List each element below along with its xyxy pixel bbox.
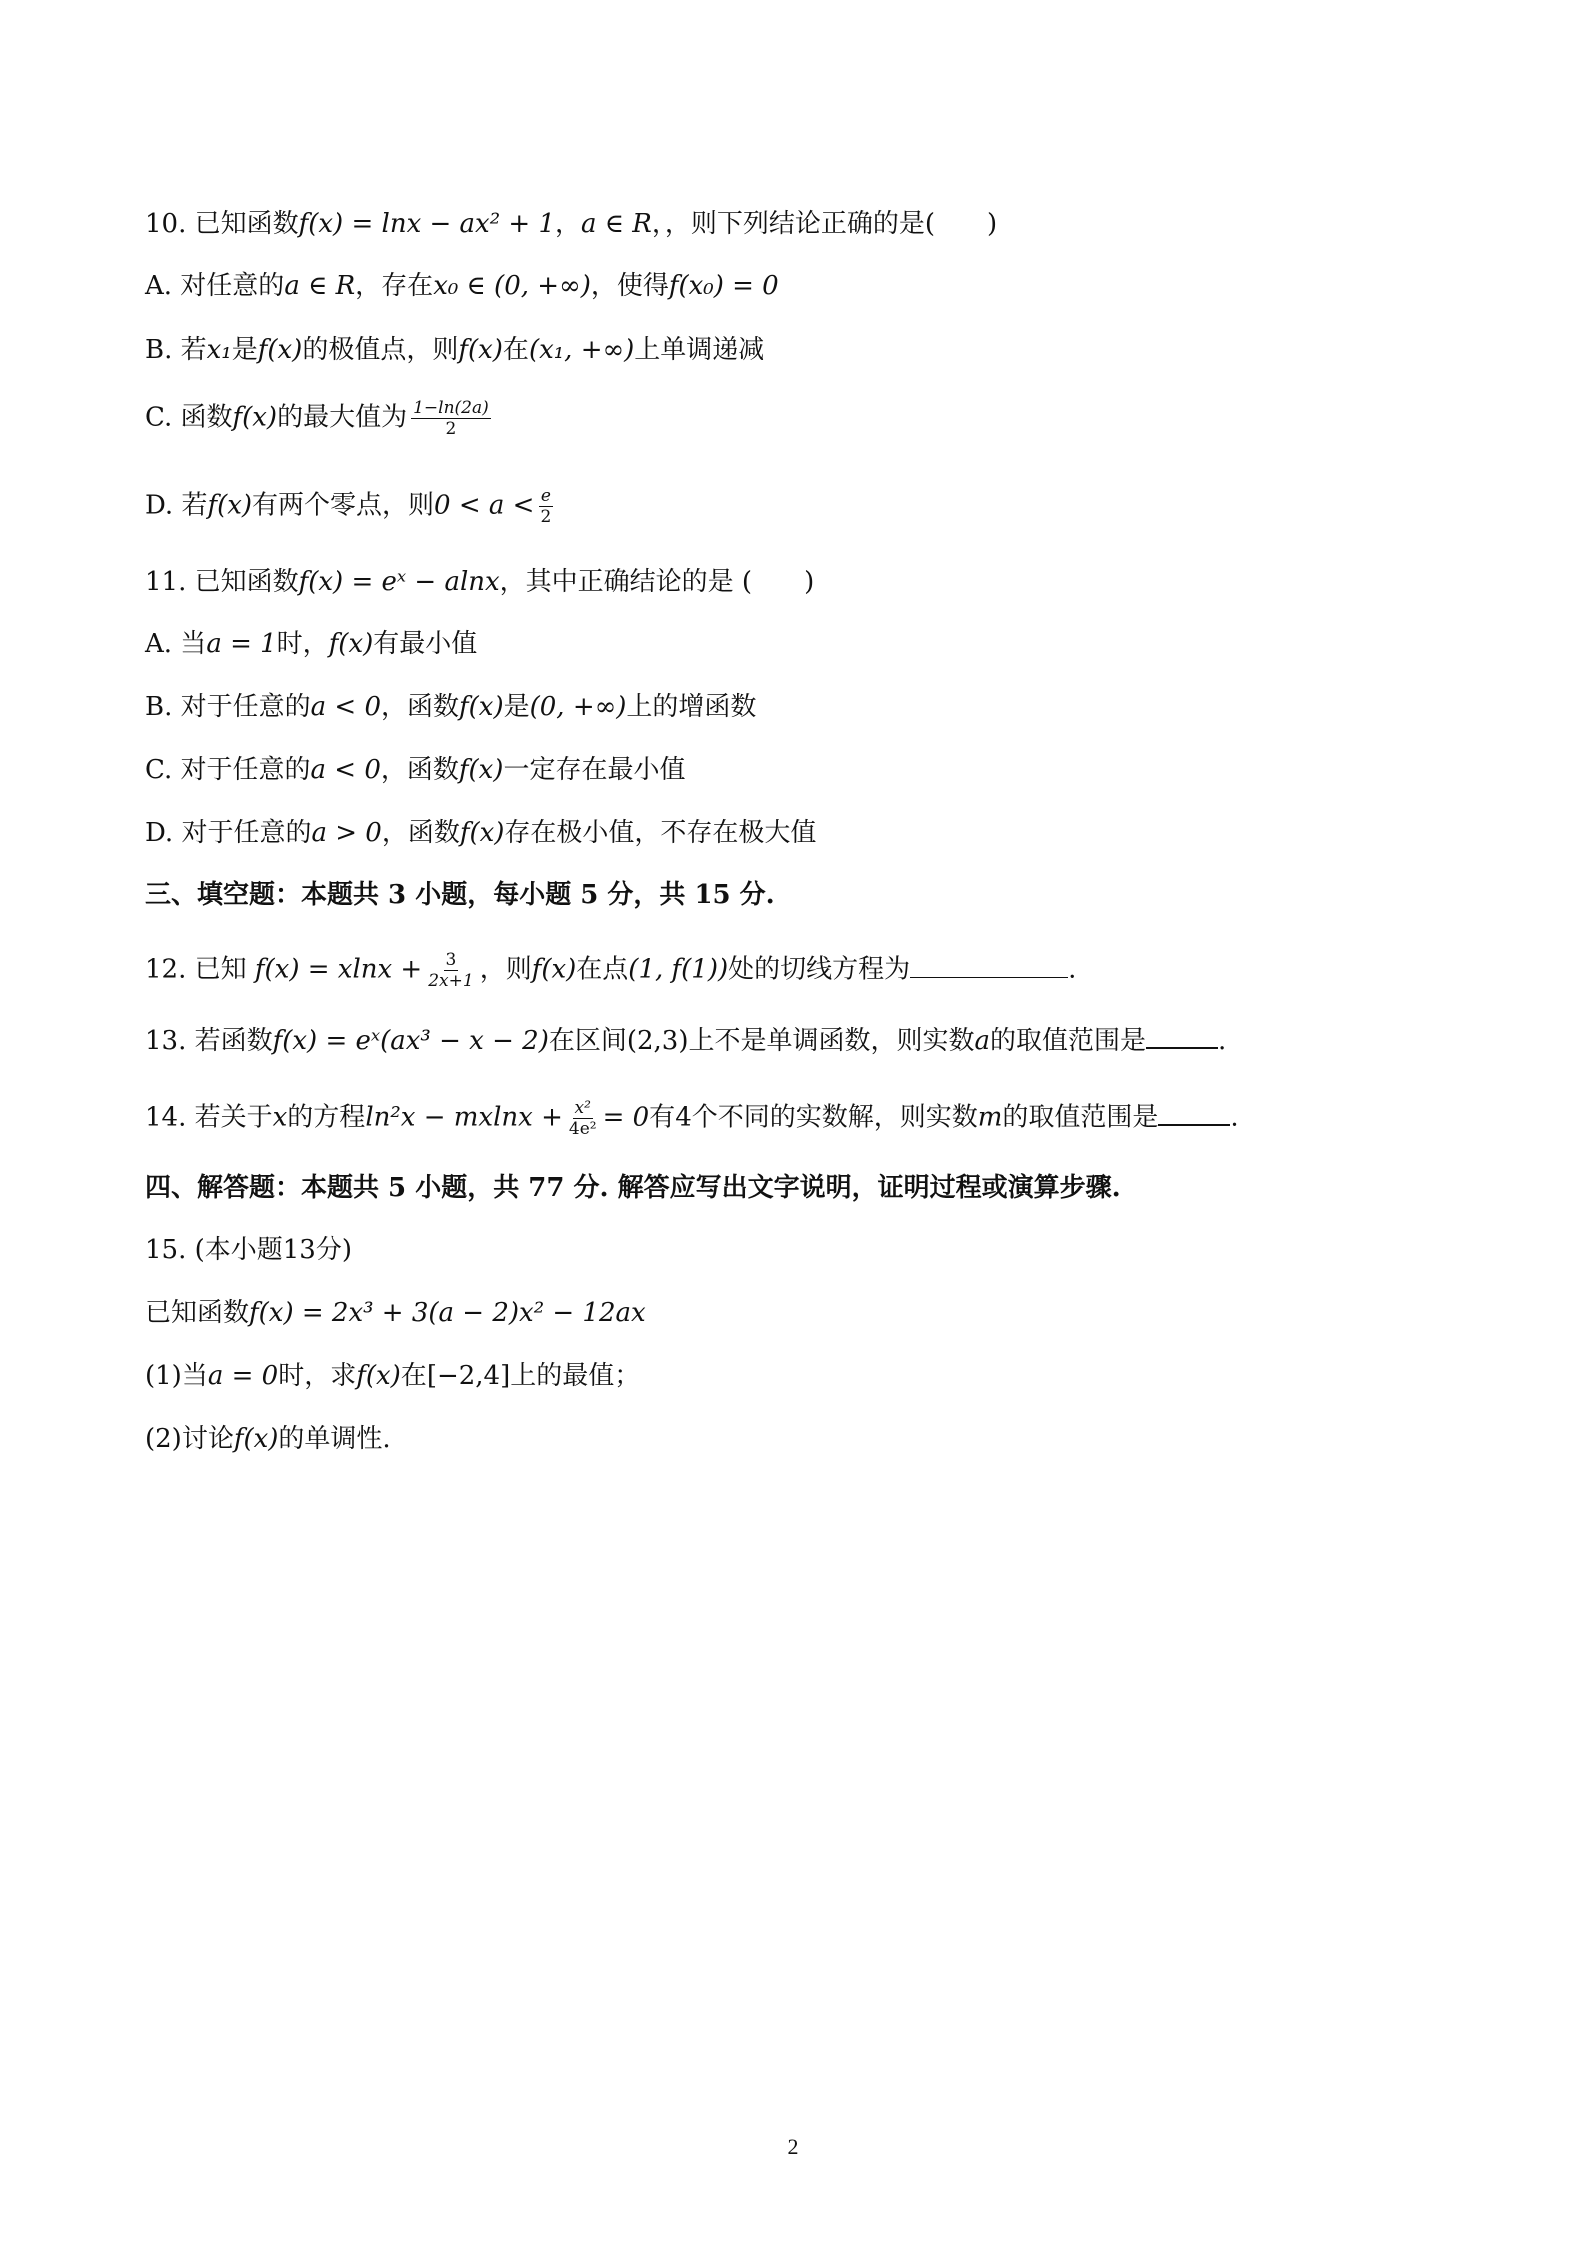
q11-option-d: D. 对于任意的a > 0，函数f(x)存在极小值，不存在极大值: [145, 818, 817, 848]
q15-part-1: (1)当a = 0时，求f(x)在[−2,4]上的最值；: [145, 1361, 641, 1391]
q11-option-b: B. 对于任意的a < 0，函数f(x)是(0, +∞)上的增函数: [145, 692, 757, 722]
q14: 14. 若关于x的方程ln²x − mxlnx + $\frac{\text{x²}}{\text{4e²}}$ = 0有4个不同的实数解，则实数m的取值范围是 .: [145, 1098, 1239, 1139]
q15-stem: 已知函数f(x) = 2x³ + 3(a − 2)x² − 12ax: [145, 1298, 646, 1328]
q12-fraction: $\frac{3}{2x+1}$: [428, 950, 474, 991]
q10-c-fraction: $\frac{1-\ln(2a)}{2}$: [413, 398, 489, 439]
q10-option-a: A. 对任意的a ∈ R，存在x₀ ∈ (0, +∞)，使得f(x₀) = 0: [145, 271, 779, 301]
q13: 13. 若函数f(x) = eˣ(ax³ − x − 2)在区间(2,3)上不是单调函数，则实数a的取值范围是 .: [145, 1023, 1226, 1059]
q10-stem: 10. 已知函数f(x) = lnx − ax² + 1，a ∈ R，，则下列结论正确的是( ): [145, 209, 998, 239]
q12-answer-blank[interactable]: [910, 953, 1068, 978]
q14-answer-blank[interactable]: [1158, 1100, 1230, 1126]
q15-heading: 15. (本小题13分): [145, 1235, 352, 1265]
q12: 12. 已知 f(x) = xlnx + $\frac{3}{2x+1}$ ，则f(x)在点(1, f(1))处的切线方程为 .: [145, 950, 1077, 991]
q14-fraction: $\frac{\text{x²}}{\text{4e²}}$: [568, 1098, 597, 1139]
section-4-heading: 四、解答题：本题共 5 小题，共 77 分. 解答应写出文字说明，证明过程或演算步骤.: [145, 1173, 1121, 1203]
q10-option-c: C. 函数f(x)的最大值为 $\frac{1-\ln(2a)}{2}$: [145, 398, 489, 439]
q15-part-2: (2)讨论f(x)的单调性.: [145, 1424, 391, 1454]
q11-stem: 11. 已知函数f(x) = eˣ − alnx，其中正确结论的是 ( ): [145, 567, 815, 597]
section-3-heading: 三、填空题：本题共 3 小题，每小题 5 分，共 15 分.: [145, 880, 775, 910]
q10-option-b: B. 若x₁是f(x)的极值点，则f(x)在(x₁, +∞)上单调递减: [145, 335, 765, 365]
q10-option-d: D. 若f(x)有两个零点，则0 < a < $\frac{e}{2}$: [145, 486, 552, 527]
q10-d-fraction: $\frac{e}{2}$: [540, 486, 552, 527]
q11-option-a: A. 当a = 1时，f(x)有最小值: [145, 629, 478, 659]
page-number: 2: [787, 2134, 799, 2159]
q13-answer-blank[interactable]: [1146, 1023, 1218, 1049]
q11-option-c: C. 对于任意的a < 0，函数f(x)一定存在最小值: [145, 755, 686, 785]
